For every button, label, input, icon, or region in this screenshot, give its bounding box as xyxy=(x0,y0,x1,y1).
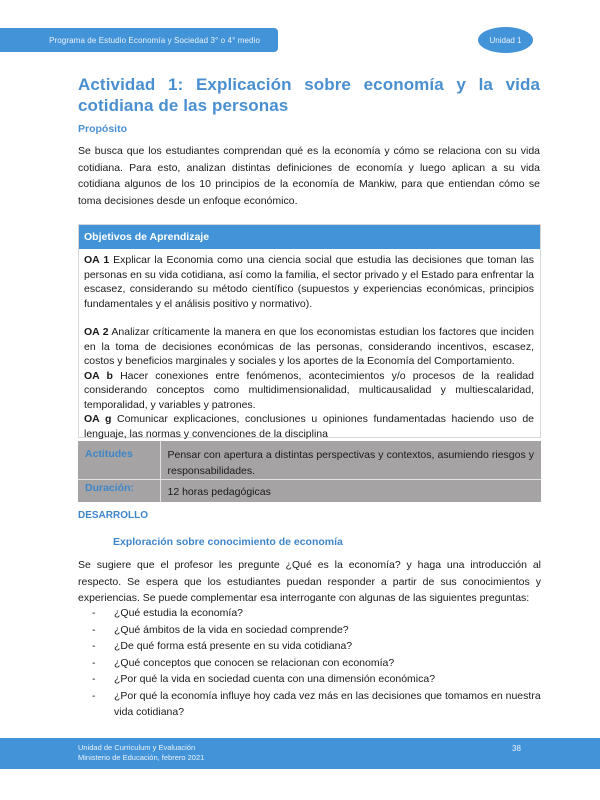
objective-item xyxy=(84,369,534,413)
objective-code: OA 1 xyxy=(84,254,110,266)
duration-row xyxy=(78,480,541,502)
objective-code: OA g xyxy=(84,413,112,425)
dash-bullet-icon: - xyxy=(92,673,96,685)
question-item xyxy=(78,638,541,655)
page-footer xyxy=(0,738,600,769)
objectives-heading: Objetivos de Aprendizaje xyxy=(79,225,540,249)
objective-text: Explicar la Economia como una ciencia social que estudia las decisiones que toman las personas en su vida cotidiana, así como la familia, el sector privado y el Estado para enfrentar la escasez, considerando su método científico (supuestos y experiencias económicas, principios fundamentales y el análisis positivo y normativo). xyxy=(84,254,534,310)
objective-code: OA 2 xyxy=(84,326,109,338)
dash-bullet-icon: - xyxy=(92,689,96,702)
question-text: ¿Qué ámbitos de la vida en sociedad comprende? xyxy=(114,623,349,636)
footer-line-ministry: Ministerio de Educación, febrero 2021 xyxy=(78,753,205,762)
question-item xyxy=(78,655,541,672)
question-text: ¿De qué forma está presente en su vida cotidiana? xyxy=(114,640,353,652)
question-item xyxy=(78,671,541,688)
duration-label: Duración: xyxy=(78,480,160,502)
objective-item xyxy=(84,253,534,311)
footer-credits xyxy=(78,743,204,763)
duration-value: 12 horas pedagógicas xyxy=(160,480,541,502)
program-header-bar xyxy=(0,28,278,52)
activity-intro xyxy=(78,74,540,209)
objective-text: Analizar críticamente la manera en que los economistas estudian los factores que inciden en la toma de decisiones económicas de las personas, considerando incentivos, escasez, costos y beneficios marginales y sociales y los aportes de la Economía del Comportamiento. xyxy=(84,326,534,367)
question-list xyxy=(78,605,541,721)
unit-badge-label: Unidad 1 xyxy=(489,35,522,45)
dash-bullet-icon: - xyxy=(92,623,96,636)
question-text: ¿Qué conceptos que conocen se relacionan con economía? xyxy=(114,656,395,669)
development-intro: Se sugiere que el profesor les pregunte ¿Qué es la economía? y haga una introducción al respecto. Se espera que los estudiantes puedan responder a partir de sus conocimientos y experiencias. Se puede complementar esa interrogante con algunas de las siguientes preguntas: xyxy=(78,559,541,604)
question-item xyxy=(78,622,541,639)
objectives-table xyxy=(78,224,541,438)
question-text: ¿Por qué la economía influye hoy cada vez más en las decisiones que tomamos en nuestra vida cotidiana? xyxy=(114,689,541,718)
dash-bullet-icon: - xyxy=(92,607,96,619)
activity-title: Actividad 1: Explicación sobre economía y la vida cotidiana de las personas xyxy=(78,75,540,115)
objectives-body xyxy=(79,249,540,440)
objective-text: Hacer conexiones entre fenómenos, acontecimientos y/o procesos de la realidad considerando conceptos como multidimensionalidad, multicausalidad y multiescalaridad, temporalidad, y variables y patrones. xyxy=(84,369,534,411)
spacer xyxy=(84,311,534,325)
question-item xyxy=(78,688,541,721)
objective-item xyxy=(84,325,534,369)
dash-bullet-icon: - xyxy=(92,656,96,669)
attitudes-label: Actitudes xyxy=(78,441,160,480)
objective-code: OA b xyxy=(84,369,113,382)
objective-text: Comunicar explicaciones, conclusiones u opiniones fundamentadas haciendo uso de lenguaje, las normas y convenciones de la disciplina xyxy=(84,413,534,440)
objective-item xyxy=(84,412,534,441)
question-item xyxy=(78,605,541,622)
activity-meta-table xyxy=(78,441,541,502)
unit-badge xyxy=(478,27,533,53)
development-heading: DESARROLLO xyxy=(78,510,148,521)
program-label: Programa de Estudio Economía y Sociedad 3° o 4° medio xyxy=(49,35,260,45)
page-number: 38 xyxy=(512,744,521,753)
attitudes-value: Pensar con apertura a distintas perspectivas y contextos, asumiendo riesgos y responsabilidades. xyxy=(160,441,541,480)
attitudes-row xyxy=(78,441,541,480)
footer-line-unit: Unidad de Curriculum y Evaluación xyxy=(78,743,196,752)
question-text: ¿Por qué la vida en sociedad cuenta con una dimensión económica? xyxy=(114,673,436,685)
purpose-text: Se busca que los estudiantes comprendan qué es la economía y cómo se relaciona con su vida cotidiana. Para esto, analizan distintas definiciones de economía y luego aplican a su vida cotidiana algunos de los 10 principios de la economía de Mankiw, para que entiendan cómo se toma decisiones desde un enfoque económico. xyxy=(78,145,540,207)
exploration-subheading: Exploración sobre conocimiento de economía xyxy=(113,536,343,548)
question-text: ¿Qué estudia la economía? xyxy=(114,607,243,619)
dash-bullet-icon: - xyxy=(92,640,96,652)
purpose-heading: Propósito xyxy=(78,123,127,135)
